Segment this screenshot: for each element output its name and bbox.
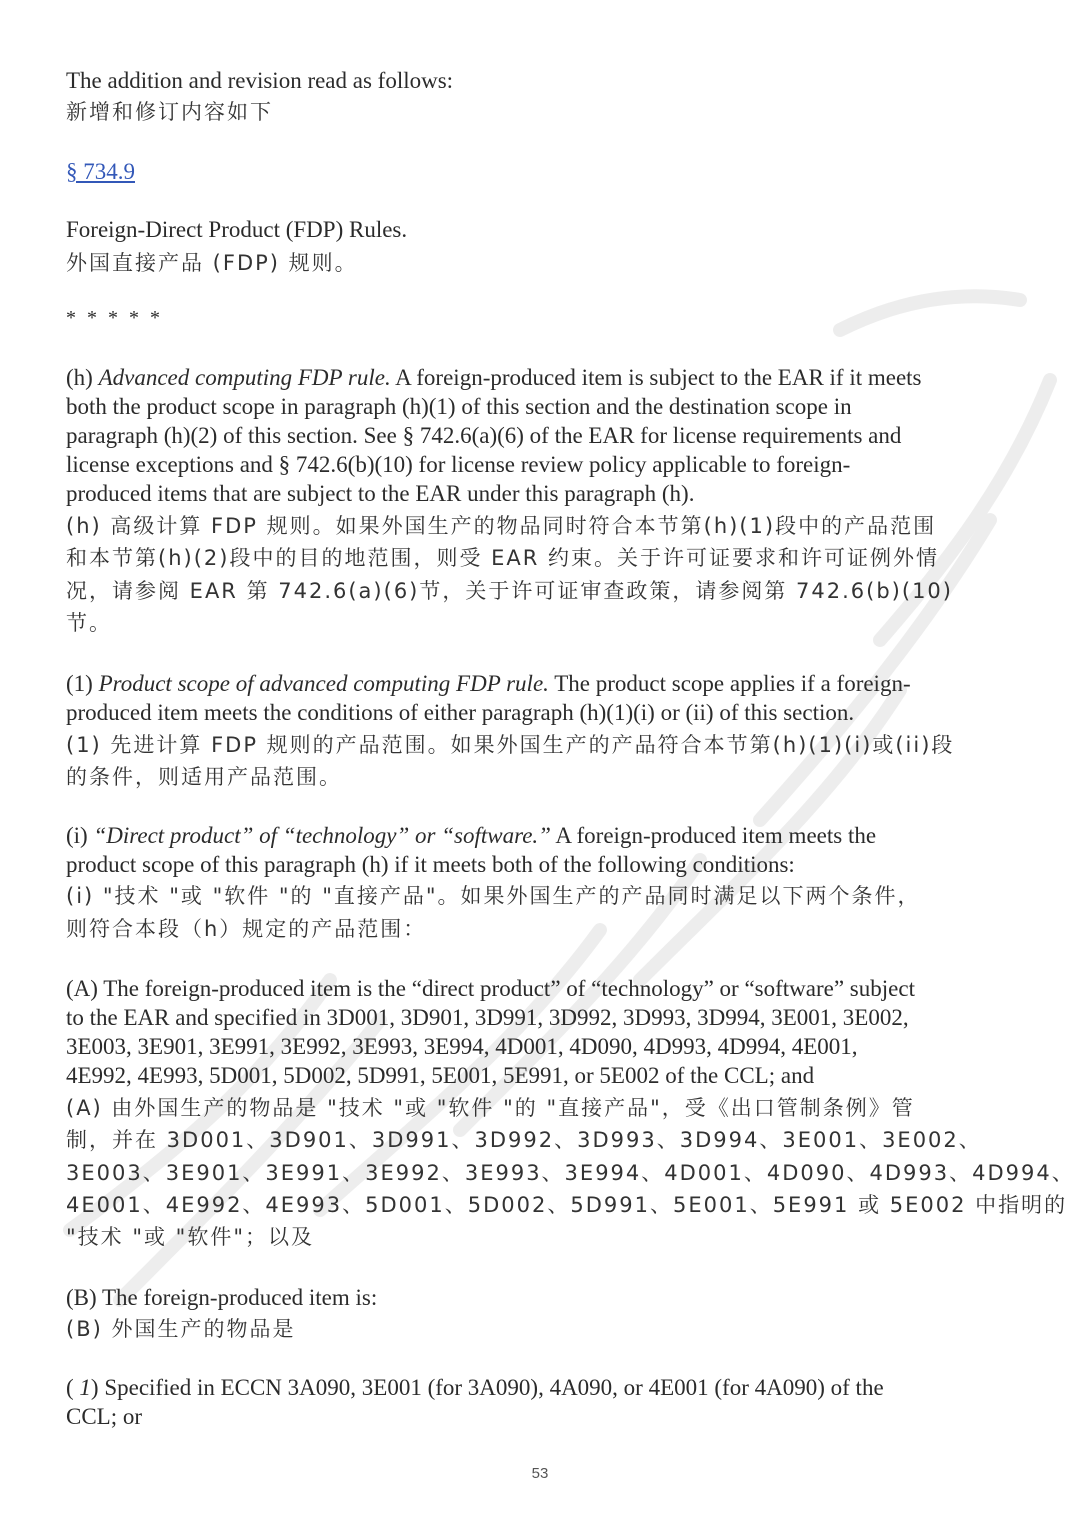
omission-stars: * * * * * <box>66 307 163 329</box>
paragraph-hi-zh-line: (i) "技术 "或 "软件 "的 "直接产品"。如果外国生产的产品同时满足以下两个条件， <box>66 884 921 908</box>
paragraph-h1-en-line: (1) Product scope of advanced computing FDP rule. The product scope applies if a foreign- <box>66 671 911 696</box>
paragraph-h1-zh-line: (1) 先进计算 FDP 规则的产品范围。如果外国生产的产品符合本节第(h)(1)(i)或(ii)段 <box>66 733 955 757</box>
paragraph-hA-en-line: (A) The foreign-produced item is the “direct product” of “technology” or “software” subject <box>66 976 915 1001</box>
paragraph-h-en-line: both the product scope in paragraph (h)(1) of this section and the destination scope in <box>66 394 852 419</box>
paragraph-hA-en-line: to the EAR and specified in 3D001, 3D901, 3D991, 3D992, 3D993, 3D994, 3E001, 3E002, <box>66 1005 909 1030</box>
paragraph-h-en-line: (h) Advanced computing FDP rule. A foreign-produced item is subject to the EAR if it meets <box>66 365 922 390</box>
paragraph-hA-zh-line: "技术 "或 "软件"；以及 <box>66 1225 314 1249</box>
paragraph-hB-en-line: (B) The foreign-produced item is: <box>66 1285 378 1310</box>
section-title-zh: 外国直接产品 (FDP) 规则。 <box>66 251 358 275</box>
paragraph-hA-zh-line: (A) 由外国生产的物品是 "技术 "或 "软件 "的 "直接产品"，受《出口管制条例》管 <box>66 1096 915 1120</box>
section-title-en: Foreign-Direct Product (FDP) Rules. <box>66 217 408 242</box>
paragraph-h-en-line: paragraph (h)(2) of this section. See § 742.6(a)(6) of the EAR for license requirements and <box>66 423 902 448</box>
paragraph-hA-zh-line: 3E003、3E901、3E991、3E992、3E993、3E994、4D001、4D090、4D993、4D994、 <box>66 1161 1075 1185</box>
paragraph-h-en-line: license exceptions and § 742.6(b)(10) for license review policy applicable to foreign- <box>66 452 851 477</box>
page-number: 53 <box>531 1465 549 1482</box>
paragraph-hA-zh-line: 制，并在 3D001、3D901、3D991、3D992、3D993、3D994、3E001、3E002、 <box>66 1128 982 1152</box>
paragraph-hA-zh-line: 4E001、4E992、4E993、5D001、5D002、5D991、5E001、5E991 或 5E002 中指明的 <box>66 1193 1068 1217</box>
intro-text-en: The addition and revision read as follows: <box>66 68 454 93</box>
paragraph-h-zh-line: 况，请参阅 EAR 第 742.6(a)(6)节，关于许可证审查政策，请参阅第 742.6(b)(10) <box>66 579 953 603</box>
paragraph-h1-zh-line: 的条件，则适用产品范围。 <box>66 765 342 789</box>
paragraph-hA-en-line: 3E003, 3E901, 3E991, 3E992, 3E993, 3E994, 4D001, 4D090, 4D993, 4D994, 4E001, <box>66 1034 858 1059</box>
intro-text-zh: 新增和修订内容如下 <box>66 100 273 124</box>
paragraph-hi-zh-line: 则符合本段（h）规定的产品范围： <box>66 917 427 941</box>
paragraph-hA-en-line: 4E992, 4E993, 5D001, 5D002, 5D991, 5E001, 5E991, or 5E002 of the CCL; and <box>66 1063 815 1088</box>
section-link[interactable]: § 734.9 <box>66 159 135 184</box>
paragraph-h1a-en-line: ( 1) Specified in ECCN 3A090, 3E001 (for 3A090), 4A090, or 4E001 (for 4A090) of the <box>66 1375 884 1400</box>
paragraph-h1-en-line: produced item meets the conditions of either paragraph (h)(1)(i) or (ii) of this section. <box>66 700 855 725</box>
paragraph-h-zh-line: 和本节第(h)(2)段中的目的地范围，则受 EAR 约束。关于许可证要求和许可证例外情 <box>66 546 940 570</box>
paragraph-hi-en-line: (i) “Direct product” of “technology” or “software.” A foreign-produced item meets the <box>66 823 877 848</box>
paragraph-hB-zh-line: (B) 外国生产的物品是 <box>66 1317 296 1341</box>
paragraph-hi-en-line: product scope of this paragraph (h) if it meets both of the following conditions: <box>66 852 795 877</box>
paragraph-h1a-en-line: CCL; or <box>66 1404 143 1429</box>
paragraph-h-zh-line: (h) 高级计算 FDP 规则。如果外国生产的物品同时符合本节第(h)(1)段中的产品范围 <box>66 514 937 538</box>
paragraph-h-zh-line: 节。 <box>66 611 112 635</box>
paragraph-h-en-line: produced items that are subject to the EAR under this paragraph (h). <box>66 481 695 506</box>
